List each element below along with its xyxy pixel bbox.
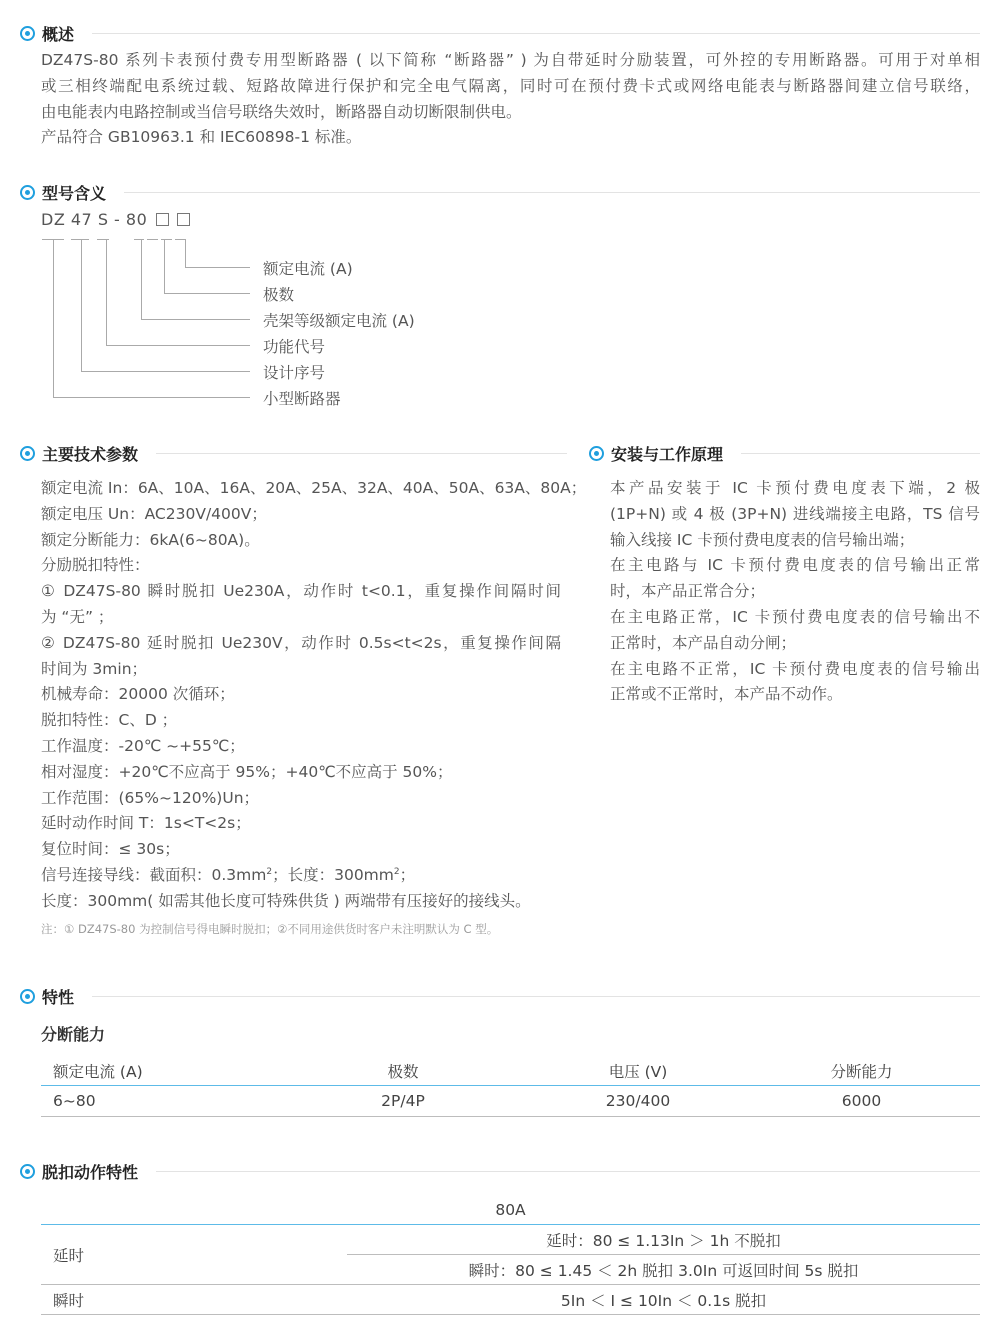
install-line: 输入线接 IC 卡预付费电度表的信号输出端； xyxy=(610,530,915,549)
wire-text: 信号连接导线：截面积：0.3mm xyxy=(41,865,267,884)
install-title: 安装与工作原理 xyxy=(611,444,724,464)
tech-line: 脱扣特性：C、D ； xyxy=(41,711,178,730)
install-text xyxy=(610,476,980,708)
divider xyxy=(92,33,980,34)
section-bullet-icon xyxy=(20,1164,35,1179)
trip-header xyxy=(20,1159,980,1183)
model-code xyxy=(41,210,190,229)
overview-line: 产品符合 GB10963.1 和 IEC60898-1 标准。 xyxy=(41,128,362,147)
install-line: 本产品安装于 IC 卡预付费电度表下端，2 极 xyxy=(610,479,980,497)
model-label: 极数 xyxy=(263,286,295,304)
divider xyxy=(92,996,980,997)
characteristics-header xyxy=(20,984,980,1008)
tech-line: 长度：300mm( 如需其他长度可特殊供货 ) 两端带有压接好的接线头。 xyxy=(41,891,531,910)
placeholder-box-icon xyxy=(156,213,169,226)
diagram-line xyxy=(164,239,165,294)
superscript: 2 xyxy=(266,866,273,877)
tech-line: 额定分断能力：6kA(6~80A)。 xyxy=(41,530,260,549)
table-cell: 2P/4P xyxy=(273,1086,533,1117)
diagram-line xyxy=(185,267,250,268)
table-header: 分断能力 xyxy=(743,1057,980,1086)
overview-line: DZ47S-80 系列卡表预付费专用型断路器 ( 以下简称 “断路器” ) 为自带延时分励装置，可外控的专用断路器。可用于对单相 xyxy=(41,51,980,69)
row-label: 瞬时 xyxy=(41,1285,347,1315)
install-line: (1P+N) 或 4 极 (3P+N) 进线端接主电路，TS 信号 xyxy=(610,504,980,523)
model-title: 型号含义 xyxy=(42,183,107,203)
tech-text xyxy=(41,476,587,915)
tech-line: 时间为 3min； xyxy=(41,659,148,678)
tech-line: 机械寿命：20000 次循环； xyxy=(41,685,235,704)
install-line: 时，本产品正常合分； xyxy=(610,582,766,601)
divider xyxy=(741,453,980,454)
model-label: 额定电流 (A) xyxy=(263,260,353,278)
diagram-line xyxy=(161,239,172,240)
section-bullet-icon xyxy=(20,446,35,461)
diagram-line xyxy=(53,239,54,398)
diagram-line xyxy=(185,239,186,268)
table-header-row xyxy=(41,1057,980,1086)
tech-line: 为 “无” ； xyxy=(41,607,114,626)
overview-title: 概述 xyxy=(42,24,75,44)
tech-title: 主要技术参数 xyxy=(42,444,139,464)
tech-line: ② DZ47S-80 延时脱扣 Ue230V，动作时 0.5s<t<2s，重复操作间隔 xyxy=(41,633,561,652)
wire-text: ； xyxy=(399,865,416,884)
diagram-line xyxy=(71,239,89,240)
table-header-row xyxy=(41,1195,980,1225)
install-header xyxy=(589,441,980,465)
characteristics-title: 特性 xyxy=(42,987,75,1007)
overview-header xyxy=(20,21,980,45)
table-header: 80A xyxy=(41,1195,980,1225)
table-cell: 5In ＜ I ≤ 10In ＜ 0.1s 脱扣 xyxy=(347,1285,980,1315)
table-cell: 6~80 xyxy=(41,1086,273,1117)
model-label: 壳架等级额定电流 (A) xyxy=(263,312,415,330)
diagram-line xyxy=(134,239,144,240)
tech-note: 注：① DZ47S-80 为控制信号得电瞬时脱扣；②不同用途供货时客户未注明默认为 C 型。 xyxy=(41,922,499,936)
install-line: 正常时，本产品自动分闸； xyxy=(610,633,797,652)
tech-line: 工作温度：-20℃ ~+55℃； xyxy=(41,736,245,755)
diagram-line xyxy=(164,293,250,294)
breaking-table xyxy=(41,1057,980,1117)
diagram-line xyxy=(106,345,250,346)
table-cell: 瞬时：80 ≤ 1.45 ＜ 2h 脱扣 3.0In 可返回时间 5s 脱扣 xyxy=(347,1255,980,1285)
diagram-line xyxy=(81,371,250,372)
divider xyxy=(156,1171,980,1172)
trip-table xyxy=(41,1195,980,1315)
tech-wire-line xyxy=(41,863,561,889)
overview-line: 由电能表内电路控制或当信号联络失效时，断路器自动切断限制供电。 xyxy=(41,102,522,121)
install-line: 在主电路与 IC 卡预付费电度表的信号输出正常 xyxy=(610,556,980,575)
tech-line: 额定电压 Un：AC230V/400V； xyxy=(41,504,267,523)
table-row xyxy=(41,1285,980,1315)
tech-line: 延时动作时间 T：1s<T<2s； xyxy=(41,814,251,833)
tech-line: ① DZ47S-80 瞬时脱扣 Ue230A，动作时 t<0.1，重复操作间隔时间 xyxy=(41,582,561,601)
tech-line: 工作范围：(65%~120%)Un； xyxy=(41,788,260,807)
row-label: 延时 xyxy=(41,1225,347,1285)
superscript: 2 xyxy=(393,866,400,877)
table-header: 极数 xyxy=(273,1057,533,1086)
section-bullet-icon xyxy=(589,446,604,461)
wire-text: ；长度：300mm xyxy=(272,865,394,884)
placeholder-box-icon xyxy=(177,213,190,226)
model-header xyxy=(20,180,980,204)
diagram-line xyxy=(106,239,107,346)
table-row xyxy=(41,1086,980,1117)
install-line: 正常或不正常时，本产品不动作。 xyxy=(610,685,843,704)
tech-line: 分励脱扣特性： xyxy=(41,556,150,575)
overview-line: 或三相终端配电系统过载、短路故障进行保护和完全电气隔离，同时可在预付费卡式或网络电能表与断路器间建立信号联络， xyxy=(41,76,980,95)
breaking-subtitle: 分断能力 xyxy=(41,1025,106,1044)
table-cell: 延时：80 ≤ 1.13In ＞ 1h 不脱扣 xyxy=(347,1225,980,1255)
model-code-text: DZ 47 S - 80 xyxy=(41,210,148,229)
table-header: 电压 (V) xyxy=(533,1057,743,1086)
install-line: 在主电路正常，IC 卡预付费电度表的信号输出不 xyxy=(610,607,980,626)
tech-header xyxy=(20,441,567,465)
table-cell: 230/400 xyxy=(533,1086,743,1117)
tech-line: 复位时间：≤ 30s； xyxy=(41,840,180,859)
diagram-line xyxy=(141,239,142,320)
model-label: 小型断路器 xyxy=(263,390,341,408)
table-row xyxy=(41,1225,980,1255)
diagram-line xyxy=(97,239,109,240)
table-header: 额定电流 (A) xyxy=(41,1057,273,1086)
section-bullet-icon xyxy=(20,26,35,41)
section-bullet-icon xyxy=(20,989,35,1004)
diagram-line xyxy=(147,239,158,240)
tech-line: 相对湿度：+20℃不应高于 95%；+40℃不应高于 50%； xyxy=(41,762,453,781)
table-cell: 6000 xyxy=(743,1086,980,1117)
trip-title: 脱扣动作特性 xyxy=(42,1162,139,1182)
model-label: 设计序号 xyxy=(263,364,326,382)
divider xyxy=(124,192,980,193)
install-line: 在主电路不正常，IC 卡预付费电度表的信号输出 xyxy=(610,659,980,678)
tech-line: 额定电流 In：6A、10A、16A、20A、25A、32A、40A、50A、63A、80A； xyxy=(41,479,587,497)
overview-text xyxy=(41,48,980,151)
model-label: 功能代号 xyxy=(263,338,326,356)
diagram-line xyxy=(81,239,82,372)
divider xyxy=(156,453,567,454)
diagram-line xyxy=(141,319,250,320)
diagram-line xyxy=(53,397,250,398)
section-bullet-icon xyxy=(20,185,35,200)
